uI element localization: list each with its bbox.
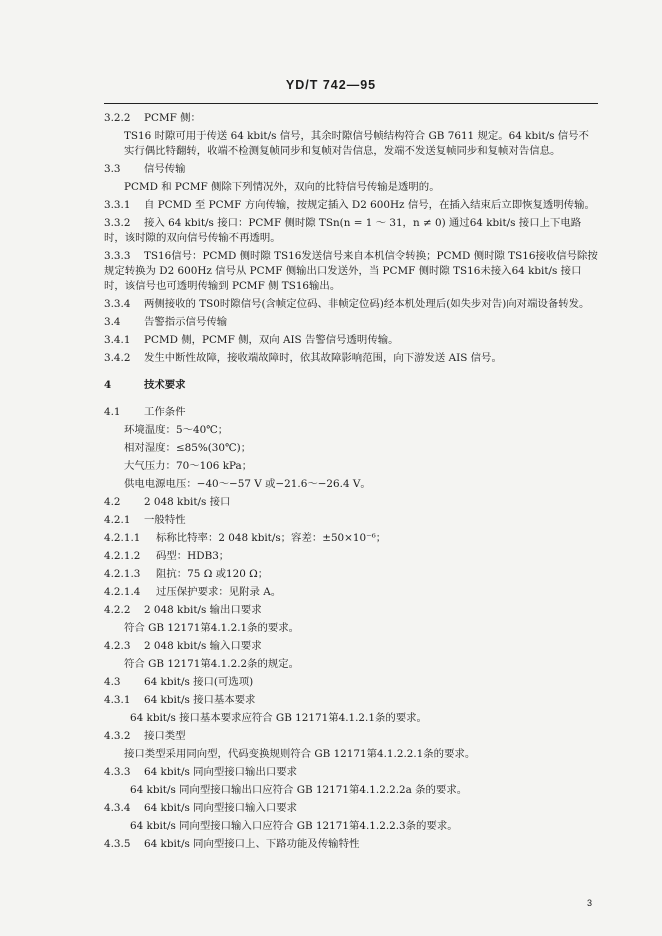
section-3-4-1 [104,333,598,348]
section-4-3-1 [104,693,598,708]
section-3-2-2 [104,111,598,126]
paragraph [104,441,598,456]
section-number: 3.2.2 [104,112,131,124]
section-4-3-2 [104,729,598,744]
section-number: 4.2.1.2 [104,550,141,562]
paragraph [104,477,598,492]
section-3-3-3 [104,249,598,294]
section-number: 3.3.2 [104,217,131,229]
paragraph-text: PCMF 侧： [144,112,201,124]
section-4-3-4 [104,801,598,816]
section-number: 4.2.1.1 [104,532,141,544]
paragraph-text: 符合 GB 12171第4.1.2.2条的规定。 [124,658,300,670]
paragraph-text: 相对湿度：≤85%(30℃)； [124,442,252,454]
paragraph [104,621,598,636]
section-4-2-1-4 [104,585,598,600]
section-number: 4 [104,379,112,391]
paragraph-text: TS16信号：PCMD 侧时隙 TS16发送信号来自本机信令转换；PCMD 侧时隙 TS16接收信号除按规定转换为 D2 600Hz 信号从 PCMF 侧输出口发送外，当 PCMF 侧时隙 TS16未接入64 kbit/s 接口时，该信号也可透明传输到 PCMF 侧 TS16输出。 [104,250,598,292]
section-4-2 [104,495,598,510]
paragraph-text: 供电电源电压：−40～−57 V 或−21.6～−26.4 V。 [124,478,371,490]
paragraph-text: 一般特性 [144,514,186,526]
section-number: 4.3 [104,676,121,688]
section-number: 3.4.1 [104,334,131,346]
paragraph-text: 2 048 kbit/s 输入口要求 [144,640,262,652]
section-4-2-1 [104,513,598,528]
section-3-3-1 [104,198,598,213]
page-number: 3 [586,898,592,908]
paragraph [104,180,598,195]
section-number: 4.1 [104,406,121,418]
paragraph-text: 64 kbit/s 同向型接口输出口应符合 GB 12171第4.1.2.2.2a 条的要求。 [130,784,468,796]
paragraph-text: 大气压力：70～106 kPa； [124,460,253,472]
section-4 [104,378,598,393]
section-number: 4.3.2 [104,730,131,742]
paragraph-text: 64 kbit/s 接口基本要求 [144,694,256,706]
section-number: 4.2.1.3 [104,568,141,580]
paragraph-text: 信号传输 [144,163,186,175]
paragraph [104,711,598,726]
document-body [104,108,598,852]
paragraph-text: 2 048 kbit/s 输出口要求 [144,604,262,616]
paragraph [104,819,598,834]
section-number: 3.3.1 [104,199,131,211]
section-number: 4.2.2 [104,604,131,616]
paragraph-text: PCMD 侧，PCMF 侧，双向 AIS 告警信号透明传输。 [144,334,399,346]
section-number: 3.3 [104,163,121,175]
paragraph-text: 2 048 kbit/s 接口 [144,496,231,508]
paragraph-text: TS16 时隙可用于传送 64 kbit/s 信号，其余时隙信号帧结构符合 GB 7611 规定。64 kbit/s 信号不实行偶比特翻转，收端不检测复帧同步和复帧对告信息，发端不发送复帧同步和复帧对告信息。 [124,130,589,157]
paragraph-text: 标称比特率：2 048 kbit/s；容差：±50×10⁻⁶； [156,532,387,544]
section-number: 3.4.2 [104,352,131,364]
section-number: 4.2.3 [104,640,131,652]
section-3-3-4 [104,297,598,312]
paragraph-text: 64 kbit/s 接口(可选项) [144,676,254,688]
section-4-3 [104,675,598,690]
section-4-2-1-2 [104,549,598,564]
section-number: 4.2.1.4 [104,586,141,598]
paragraph-text: 阻抗：75 Ω 或120 Ω； [156,568,269,580]
paragraph-text: 过压保护要求：见附录 A。 [156,586,282,598]
section-number: 4.3.1 [104,694,131,706]
paragraph-text: 64 kbit/s 同向型接口输入口要求 [144,802,298,814]
paragraph-text: 码型：HDB3； [156,550,230,562]
section-4-2-1-3 [104,567,598,582]
section-3-3-2 [104,216,598,246]
paragraph-text: 技术要求 [144,379,186,391]
section-4-2-1-1 [104,531,598,546]
section-number: 3.3.4 [104,298,131,310]
section-4-3-5 [104,837,598,852]
section-3-4 [104,315,598,330]
section-3-3 [104,162,598,177]
paragraph-text: 接口类型采用同向型，代码变换规则符合 GB 12171第4.1.2.2.1条的要求。 [124,748,476,760]
section-number: 4.3.4 [104,802,131,814]
header-rule [104,103,598,104]
paragraph [104,459,598,474]
section-number: 4.3.5 [104,838,131,850]
paragraph [104,129,598,159]
document-header: YD/T 742—95 [285,78,377,92]
paragraph-text: 64 kbit/s 同向型接口上、下路功能及传输特性 [144,838,360,850]
paragraph-text: 发生中断性故障，接收端故障时，依其故障影响范围，向下游发送 AIS 信号。 [144,352,502,364]
paragraph-text: PCMD 和 PCMF 侧除下列情况外，双向的比特信号传输是透明的。 [124,181,440,193]
section-number: 4.2.1 [104,514,131,526]
section-number: 3.3.3 [104,250,131,262]
section-3-4-2 [104,351,598,366]
paragraph-text: 64 kbit/s 接口基本要求应符合 GB 12171第4.1.2.1条的要求。 [130,712,427,724]
paragraph [104,423,598,438]
section-number: 4.2 [104,496,121,508]
section-4-3-3 [104,765,598,780]
paragraph-text: 接口类型 [144,730,186,742]
section-4-1 [104,405,598,420]
paragraph-text: 64 kbit/s 同向型接口输出口要求 [144,766,298,778]
paragraph-text: 告警指示信号传输 [144,316,228,328]
paragraph-text: 工作条件 [144,406,186,418]
paragraph [104,657,598,672]
paragraph [104,747,598,762]
paragraph [104,783,598,798]
paragraph-text: 环境温度：5～40℃； [124,424,229,436]
section-4-2-3 [104,639,598,654]
paragraph-text: 64 kbit/s 同向型接口输入口应符合 GB 12171第4.1.2.2.3条的要求。 [130,820,458,832]
section-number: 4.3.3 [104,766,131,778]
section-number: 3.4 [104,316,121,328]
section-4-2-2 [104,603,598,618]
paragraph-text: 符合 GB 12171第4.1.2.1条的要求。 [124,622,300,634]
paragraph-text: 两侧接收的 TS0时隙信号(含帧定位码、非帧定位码)经本机处理后(如失步对告)向对端设备转发。 [144,298,590,310]
paragraph-text: 接入 64 kbit/s 接口：PCMF 侧时隙 TSn(n = 1 ～ 31，n ≠ 0) 通过64 kbit/s 接口上下电路时，该时隙的双向信号传输不再透明。 [104,217,582,244]
paragraph-text: 自 PCMD 至 PCMF 方向传输，按规定插入 D2 600Hz 信号，在插入结束后立即恢复透明传输。 [144,199,595,211]
